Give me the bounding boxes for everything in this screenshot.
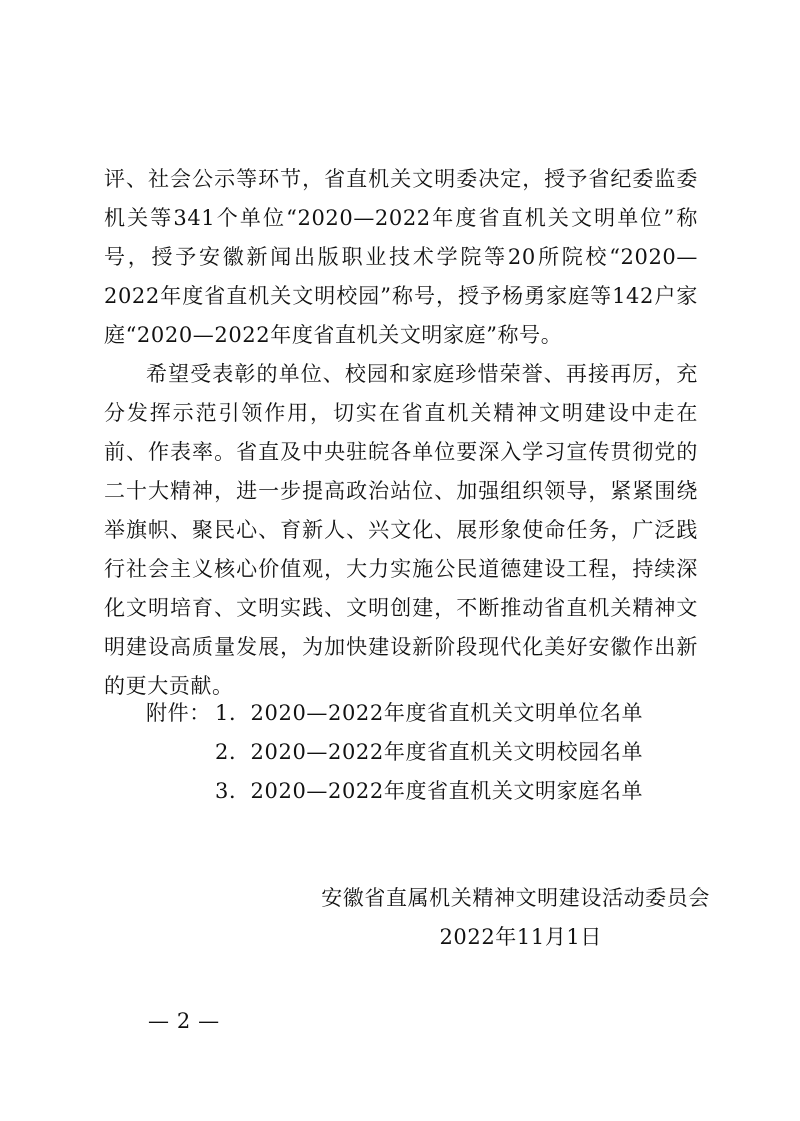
attachment-item — [146, 694, 706, 733]
issuer-signature: 安徽省直属机关精神文明建设活动委员会 — [321, 886, 710, 910]
attachment-item-text: 1．2020—2022年度省直机关文明单位名单 — [215, 701, 644, 725]
attachments-label: 附件： — [146, 701, 211, 725]
attachment-item — [146, 733, 706, 772]
attachments-list — [146, 694, 706, 811]
body-paragraph-award-decision: 评、社会公示等环节，省直机关文明委决定，授予省纪委监委机关等341个单位“2020—2022年度省直机关文明单位”称号，授予安徽新闻出版职业技术学院等20所院校“2020—2022年度省直机关文明校园”称号，授予杨勇家庭等142户家庭“2020—2022年度省直机关文明家庭”称号。 — [104, 167, 698, 347]
attachment-item-text: 2．2020—2022年度省直机关文明校园名单 — [215, 740, 644, 764]
issue-date: 2022年11月1日 — [439, 925, 602, 949]
page-number: — 2 — — [148, 1009, 220, 1033]
attachment-item — [146, 772, 706, 811]
attachment-item-text: 3．2020—2022年度省直机关文明家庭名单 — [215, 779, 644, 803]
body-paragraph-expectations: 希望受表彰的单位、校园和家庭珍惜荣誉、再接再厉，充分发挥示范引领作用，切实在省直机关精神文明建设中走在前、作表率。省直及中央驻皖各单位要深入学习宣传贯彻党的二十大精神，进一步提高政治站位、加强组织领导，紧紧围绕举旗帜、聚民心、育新人、兴文化、展形象使命任务，广泛践行社会主义核心价值观，大力实施公民道德建设工程，持续深化文明培育、文明实践、文明创建，不断推动省直机关精神文明建设高质量发展，为加快建设新阶段现代化美好安徽作出新的更大贡献。 — [104, 362, 698, 698]
